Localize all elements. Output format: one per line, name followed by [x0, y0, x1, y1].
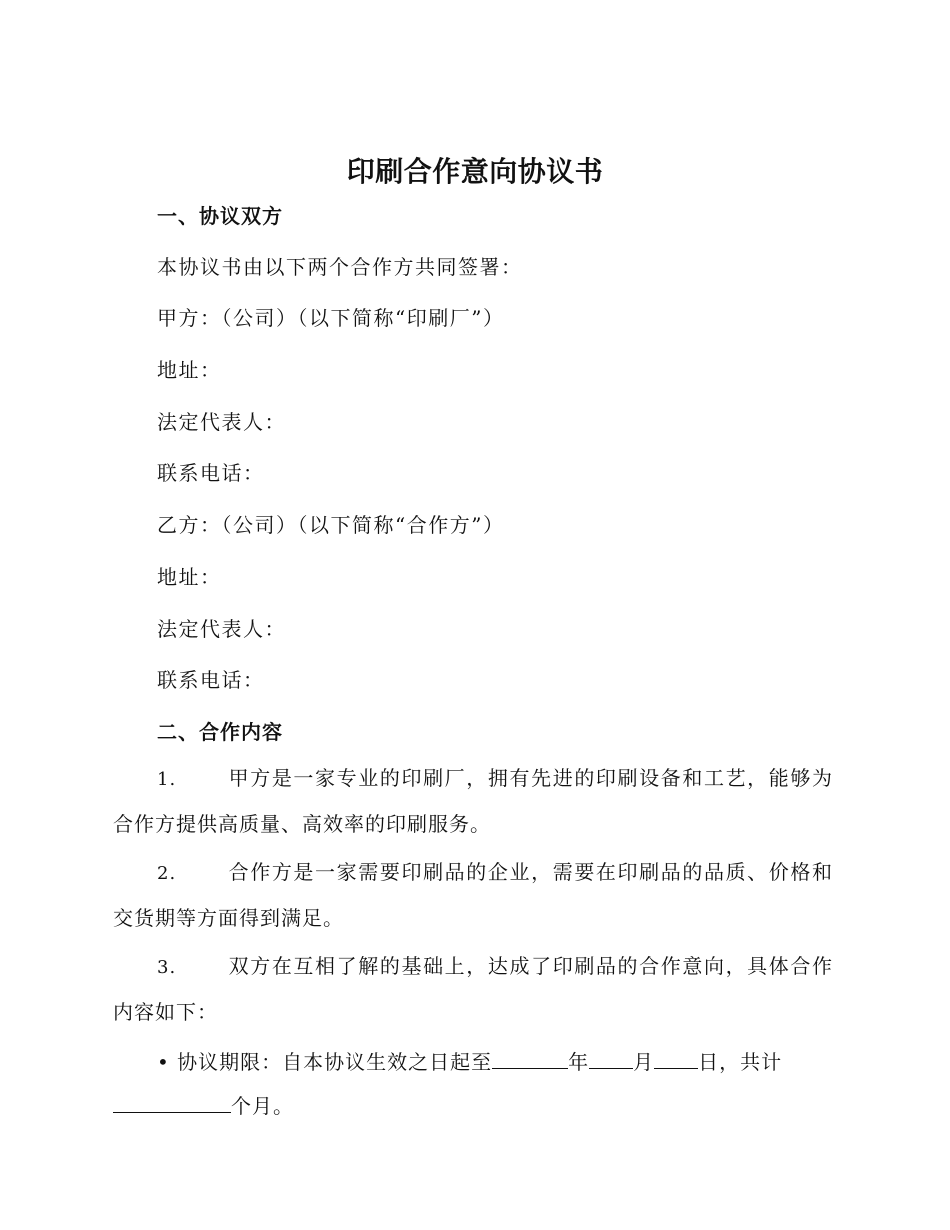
section2-heading: 二、合作内容	[157, 720, 283, 744]
parties-intro: 本协议书由以下两个合作方共同签署：	[157, 255, 523, 279]
total-months-blank	[113, 1092, 231, 1113]
cooperation-item-2	[113, 850, 833, 940]
item-text-line2: 合作方提供高质量、高效率的印刷服务。	[113, 812, 491, 836]
term-year: 年	[568, 1050, 590, 1074]
year-blank	[492, 1048, 568, 1069]
cooperation-item-1	[113, 756, 833, 846]
item-text-line1: 合作方是一家需要印刷品的企业，需要在印刷品的品质、价格和	[228, 860, 833, 884]
term-day: 日，共计	[698, 1050, 783, 1074]
party-a-representative: 法定代表人：	[157, 410, 286, 434]
item-text-line1: 双方在互相了解的基础上，达成了印刷品的合作意向，具体合作	[228, 954, 833, 978]
term-months: 个月。	[231, 1094, 294, 1118]
item-text-line1: 甲方是一家专业的印刷厂，拥有先进的印刷设备和工艺，能够为	[228, 766, 833, 790]
party-b-representative: 法定代表人：	[157, 617, 286, 641]
item-text-line2: 内容如下：	[113, 1000, 218, 1024]
document-title: 印刷合作意向协议书	[346, 155, 604, 188]
section1-heading: 一、协议双方	[157, 204, 283, 228]
party-b-line: 乙方：（公司）（以下简称“合作方”）	[157, 513, 505, 537]
party-a-address: 地址：	[157, 358, 222, 382]
agreement-term	[113, 1040, 833, 1128]
party-b-phone: 联系电话：	[157, 668, 265, 692]
item-number: 3.	[157, 957, 177, 978]
party-a-phone: 联系电话：	[157, 461, 265, 485]
day-blank	[654, 1048, 698, 1069]
month-blank	[589, 1048, 633, 1069]
item-number: 2.	[157, 863, 177, 884]
item-number: 1.	[157, 769, 177, 790]
term-month: 月	[633, 1050, 655, 1074]
item-text-line2: 交货期等方面得到满足。	[113, 906, 344, 930]
term-prefix: • 协议期限：自本协议生效之日起至	[157, 1050, 493, 1074]
cooperation-item-3	[113, 944, 833, 1034]
party-a-line: 甲方：（公司）（以下简称“印刷厂”）	[157, 306, 505, 330]
party-b-address: 地址：	[157, 565, 222, 589]
